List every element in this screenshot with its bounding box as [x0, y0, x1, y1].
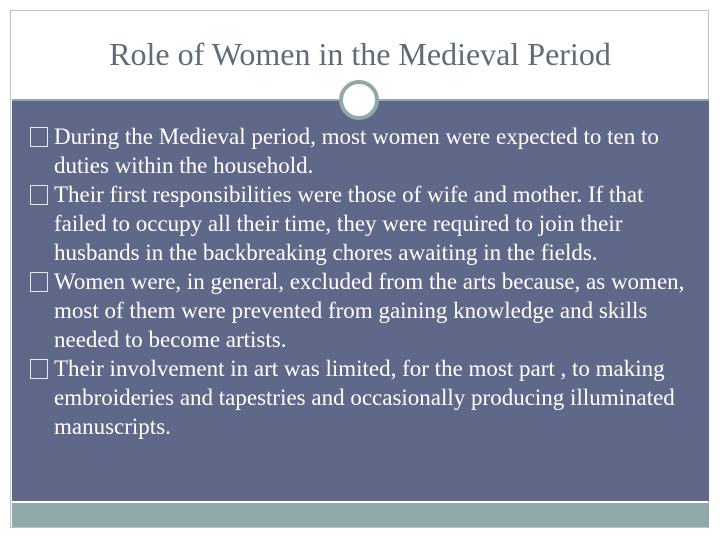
bullet-text: Their involvement in art was limited, for the most part , to making embroideries and tapestries and occasionally producing illuminated manuscripts. — [54, 356, 675, 439]
bullet-list — [30, 122, 700, 441]
bullet-text: Women were, in general, excluded from the arts because, as women, most of them were prevented from gaining knowledge and skills needed to become artists. — [54, 269, 685, 352]
circle-ornament-icon — [339, 80, 379, 120]
slide-title: Role of Women in the Medieval Period — [109, 36, 611, 72]
bullet-square-icon — [30, 272, 48, 292]
bullet-square-icon — [30, 359, 48, 379]
bullet-square-icon — [30, 185, 48, 205]
bullet-item — [30, 267, 700, 354]
bullet-square-icon — [30, 127, 48, 147]
bullet-text: During the Medieval period, most women were expected to ten to duties within the household. — [54, 124, 659, 178]
bullet-item — [30, 180, 700, 267]
bullet-item — [30, 122, 700, 180]
bullet-item — [30, 354, 700, 441]
footer-bar — [12, 503, 709, 527]
bullet-text: Their first responsibilities were those of wife and mother. If that failed to occupy all their time, they were required to join their husbands in the backbreaking chores awaiting in the fields. — [54, 182, 644, 265]
